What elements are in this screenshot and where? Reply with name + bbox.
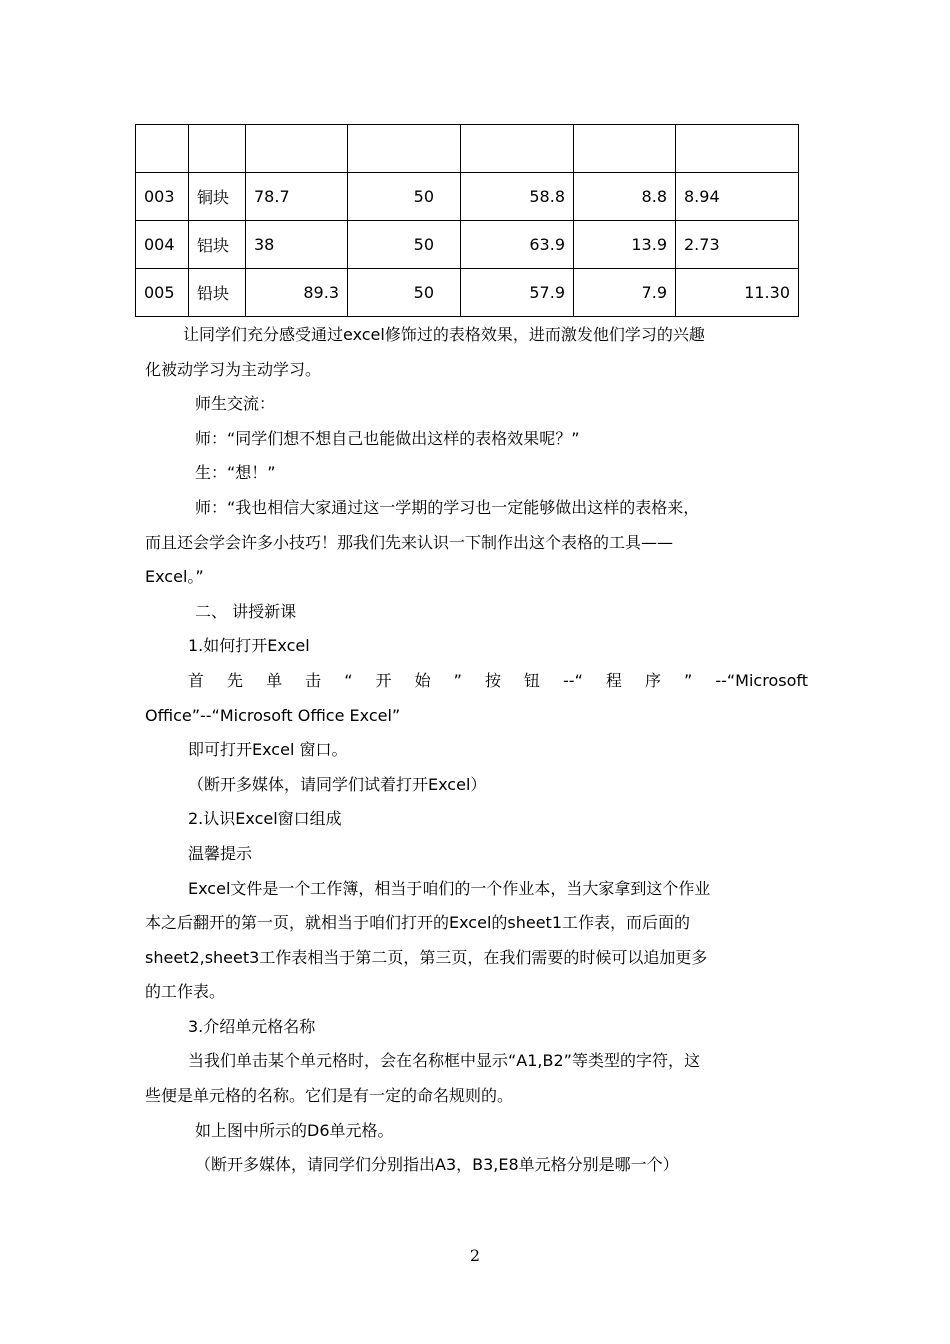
paragraph: 师：“同学们想不想自己也能做出这样的表格效果呢？”: [195, 428, 580, 448]
table-cell: [574, 125, 676, 173]
table-cell: [136, 125, 189, 173]
table-cell: 7.9: [574, 269, 676, 317]
data-table: [135, 124, 799, 317]
paragraph: 如上图中所示的D6单元格。: [195, 1120, 394, 1140]
table-cell: 13.9: [574, 221, 676, 269]
word: --“: [563, 670, 583, 690]
paragraph: （断开多媒体，请同学们试着打开Excel）: [188, 774, 487, 794]
word: ”: [684, 670, 693, 690]
tip-heading: 温馨提示: [188, 843, 253, 863]
table-cell: [189, 125, 246, 173]
table-row: [136, 269, 799, 317]
paragraph: 些便是单元格的名称。它们是有一定的命名规则的。: [145, 1086, 514, 1106]
page-number: 2: [469, 1246, 481, 1265]
paragraph: sheet2,sheet3工作表相当于第二页，第三页，在我们需要的时候可以追加更多: [145, 947, 708, 967]
table-cell: 11.30: [676, 269, 799, 317]
body-text: [145, 318, 808, 1183]
paragraph: 师：“我也相信大家通过这一学期的学习也一定能够做出这样的表格来，: [195, 497, 700, 517]
table-cell: 005: [136, 269, 189, 317]
paragraph: 师生交流：: [195, 394, 276, 414]
paragraph: 生：“想！”: [195, 463, 276, 483]
paragraph: 化被动学习为主动学习。: [145, 359, 322, 379]
table-cell: 50: [348, 269, 461, 317]
subsection-heading: 3.介绍单元格名称: [188, 1016, 316, 1036]
paragraph: Excel。”: [145, 567, 204, 587]
paragraph: （断开多媒体，请同学们分别指出A3，B3,E8单元格分别是哪一个）: [195, 1155, 679, 1175]
word: 钮: [523, 670, 540, 690]
paragraph: 的工作表。: [145, 982, 226, 1002]
word: 程: [605, 670, 622, 690]
table-cell: 8.94: [676, 173, 799, 221]
table-cell: 003: [136, 173, 189, 221]
subsection-heading: 2.认识Excel窗口组成: [188, 809, 342, 829]
word: 首: [188, 670, 205, 690]
table-cell: 铅块: [189, 269, 246, 317]
table-cell: 50: [348, 221, 461, 269]
table-cell: 50: [348, 173, 461, 221]
word: 序: [644, 670, 661, 690]
justified-line: [145, 664, 808, 699]
word: 单: [266, 670, 283, 690]
table-cell: 78.7: [246, 173, 348, 221]
table-cell: 58.8: [461, 173, 574, 221]
word: “: [344, 670, 353, 690]
word: 开: [375, 670, 392, 690]
subsection-heading: 1.如何打开Excel: [188, 636, 310, 656]
table-row: [136, 221, 799, 269]
word: 击: [305, 670, 322, 690]
paragraph: 当我们单击某个单元格时，会在名称框中显示“A1,B2”等类型的字符，这: [188, 1051, 700, 1071]
table-cell: 铝块: [189, 221, 246, 269]
table-cell: [676, 125, 799, 173]
word: --“Microsoft: [715, 670, 808, 690]
word: 始: [414, 670, 431, 690]
paragraph: 而且还会学会许多小技巧！那我们先来认识一下制作出这个表格的工具——: [145, 532, 674, 552]
table-row: [136, 125, 799, 173]
table-row: [136, 173, 799, 221]
table-cell: [461, 125, 574, 173]
table-cell: 63.9: [461, 221, 574, 269]
paragraph: 即可打开Excel 窗口。: [188, 740, 348, 760]
word: 先: [227, 670, 244, 690]
paragraph: 本之后翻开的第一页，就相当于咱们打开的Excel的sheet1工作表，而后面的: [145, 913, 691, 933]
word: ”: [453, 670, 462, 690]
table-cell: 004: [136, 221, 189, 269]
paragraph: Office”--“Microsoft Office Excel”: [145, 705, 401, 725]
table-cell: 38: [246, 221, 348, 269]
table-cell: 57.9: [461, 269, 574, 317]
table-cell: [348, 125, 461, 173]
table-cell: 89.3: [246, 269, 348, 317]
word: 按: [484, 670, 501, 690]
paragraph: 让同学们充分感受通过excel修饰过的表格效果，进而激发他们学习的兴趣: [183, 325, 705, 344]
table-cell: 铜块: [189, 173, 246, 221]
table-cell: [246, 125, 348, 173]
paragraph: Excel文件是一个工作簿，相当于咱们的一个作业本，当大家拿到这个作业: [188, 878, 711, 898]
table-cell: 8.8: [574, 173, 676, 221]
table-cell: 2.73: [676, 221, 799, 269]
section-heading: 二、 讲授新课: [195, 601, 297, 621]
